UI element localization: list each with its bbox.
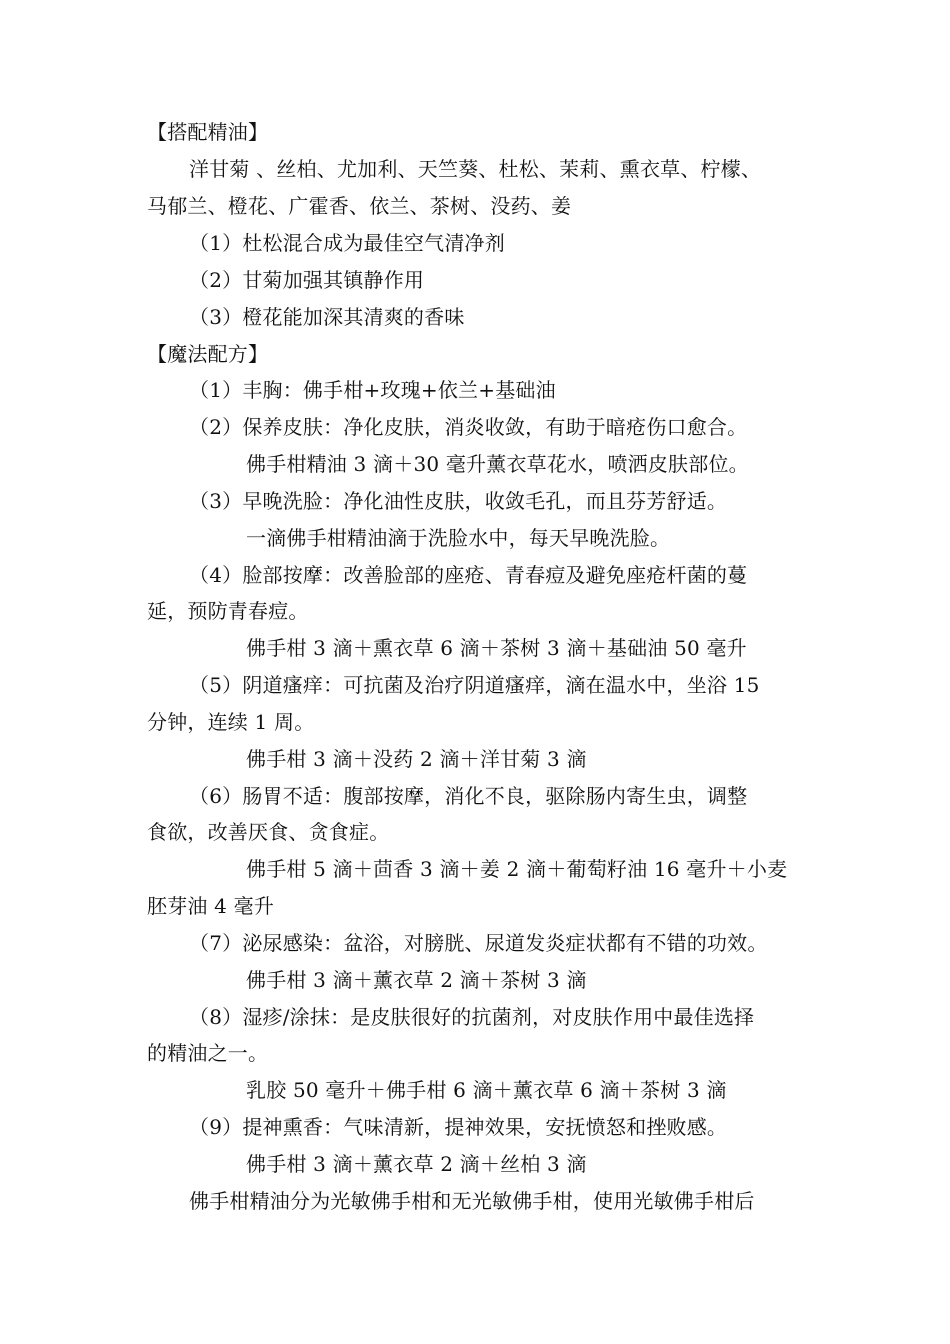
- recipe-formula: 乳胶 50 毫升＋佛手柑 6 滴＋薰衣草 6 滴＋茶树 3 滴: [246, 1078, 727, 1102]
- pairing-oils-line: 洋甘菊 、丝柏、尤加利、天竺葵、杜松、茉莉、熏衣草、柠檬、: [189, 157, 762, 181]
- recipe-line: （4）脸部按摩：改善脸部的座疮、青春痘及避免座疮杆菌的蔓: [189, 563, 748, 587]
- pairing-item: （3）橙花能加深其清爽的香味: [189, 305, 465, 329]
- pairing-oils-line: 马郁兰、橙花、广霍香、依兰、茶树、没药、姜: [147, 194, 572, 218]
- recipe-formula: 佛手柑 3 滴＋薰衣草 2 滴＋丝柏 3 滴: [246, 1152, 587, 1176]
- recipe-formula: 佛手柑 3 滴＋熏衣草 6 滴＋茶树 3 滴＋基础油 50 毫升: [246, 636, 747, 660]
- recipe-line: （5）阴道瘙痒：可抗菌及治疗阴道瘙痒，滴在温水中，坐浴 15: [189, 673, 760, 697]
- recipe-line-continued: 分钟，连续 1 周。: [147, 710, 315, 734]
- recipe-line-continued: 的精油之一。: [147, 1041, 269, 1065]
- recipe-line: （8）湿疹/涂抹：是皮肤很好的抗菌剂，对皮肤作用中最佳选择: [189, 1005, 755, 1029]
- recipe-formula: 佛手柑精油 3 滴＋30 毫升薰衣草花水，喷洒皮肤部位。: [246, 452, 749, 476]
- recipe-formula: 佛手柑 5 滴＋茴香 3 滴＋姜 2 滴＋葡萄籽油 16 毫升＋小麦: [246, 857, 788, 881]
- recipe-line: （2）保养皮肤：净化皮肤，消炎收敛，有助于暗疮伤口愈合。: [189, 415, 748, 439]
- pairing-item: （1）杜松混合成为最佳空气清净剂: [189, 231, 505, 255]
- recipe-formula: 佛手柑 3 滴＋薰衣草 2 滴＋茶树 3 滴: [246, 968, 587, 992]
- recipe-line: （3）早晚洗脸：净化油性皮肤，收敛毛孔，而且芬芳舒适。: [189, 489, 728, 513]
- recipe-formula-continued: 胚芽油 4 毫升: [147, 894, 275, 918]
- recipe-line: （7）泌尿感染：盆浴，对膀胱、尿道发炎症状都有不错的功效。: [189, 931, 768, 955]
- recipe-line: （1）丰胸：佛手柑+玫瑰+依兰+基础油: [189, 378, 556, 402]
- recipe-line: （9）提神熏香：气味清新，提神效果，安抚愤怒和挫败感。: [189, 1115, 728, 1139]
- recipe-line: （6）肠胃不适：腹部按摩，消化不良，驱除肠内寄生虫，调整: [189, 784, 748, 808]
- closing-paragraph: 佛手柑精油分为光敏佛手柑和无光敏佛手柑，使用光敏佛手柑后: [189, 1189, 755, 1213]
- pairing-heading: 【搭配精油】: [147, 120, 269, 144]
- recipe-line-continued: 延，预防青春痘。: [147, 599, 309, 623]
- pairing-item: （2）甘菊加强其镇静作用: [189, 268, 425, 292]
- recipe-line-continued: 食欲，改善厌食、贪食症。: [147, 820, 390, 844]
- recipe-formula: 佛手柑 3 滴＋没药 2 滴＋洋甘菊 3 滴: [246, 747, 587, 771]
- recipe-formula: 一滴佛手柑精油滴于洗脸水中，每天早晚洗脸。: [246, 526, 671, 550]
- magic-heading: 【魔法配方】: [147, 342, 269, 366]
